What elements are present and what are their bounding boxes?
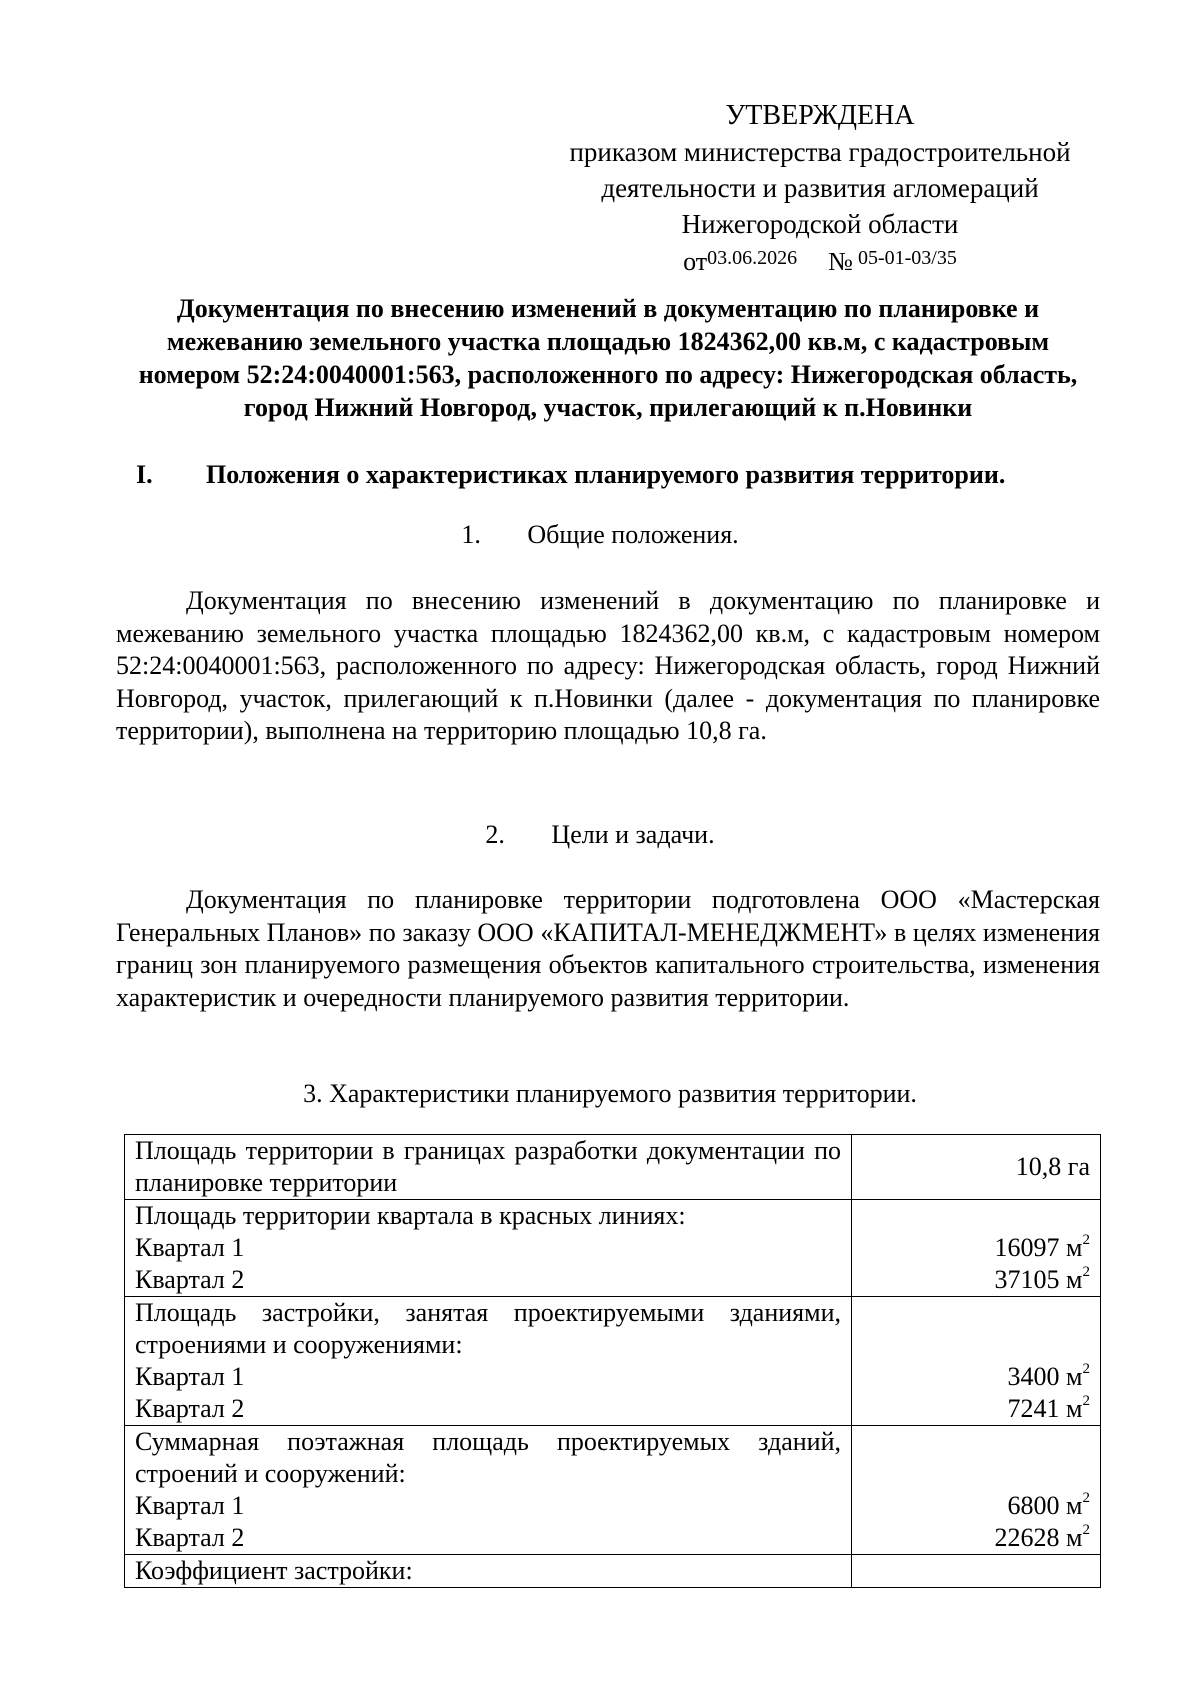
table-row [125,1426,1101,1555]
row-1-value: 10,8 га [852,1135,1101,1200]
subsection-1-paragraph: Документация по внесению изменений в документацию по планировке и межеванию земельного участка площадью 1824362,00 кв.м, с кадастровым номером 52:24:0040001:563, расположенного по адресу: Нижегородская область, город Нижний Новгород, участок, прилегающий к п.Новинки (далее - документация по планировке территории), выполнена на территорию площадью 10,8 га. [116,586,1100,745]
subsection-3-heading: 3. Характеристики планируемого развития территории. [303,1079,917,1108]
subsection-1-heading [100,518,1100,552]
number-label: № [828,247,853,276]
section-number: I. [136,460,153,489]
row-2-label-cell [125,1200,852,1297]
row-2-value-cell [852,1200,1101,1297]
table-row [125,1135,1101,1200]
row-5-value [852,1555,1101,1588]
row-3-quarter-2-label: Квартал 2 [135,1394,245,1423]
row-3-quarter-1-label: Квартал 1 [135,1362,245,1391]
subsection-1-title: Общие положения. [527,520,739,549]
subsection-2-number: 2. [485,820,505,849]
document-title: Документация по внесению изменений в документацию по планировке и межеванию земельного участка площадью 1824362,00 кв.м, с кадастровым номером 52:24:0040001:563, расположенного по адресу: Нижегородская область, город Нижний Новгород, участок, прилегающий к п.Новинки [138,294,1078,422]
subsection-2-title: Цели и задачи. [551,820,715,849]
row-1-label: Площадь территории в границах разработки документации по планировке территории [125,1135,852,1200]
row-3-label-cell [125,1297,852,1426]
row-3-label: Площадь застройки, занятая проектируемыми зданиями, строениями и сооружениями: [135,1298,841,1359]
row-5-label: Коэффициент застройки: [125,1555,852,1588]
approval-date: 03.06.2026 [707,247,798,269]
section-title: Положения о характеристиках планируемого развития территории. [206,460,1006,489]
row-4-quarter-1-value: 6800 $м^2$ [1007,1490,1090,1520]
row-4-quarter-2-label: Квартал 2 [135,1523,245,1552]
row-2-quarter-2-label: Квартал 2 [135,1265,245,1294]
approval-number: 05-01-03/35 [857,247,957,269]
row-4-quarter-2-value: 22628 $м^2$ [994,1522,1090,1552]
subsection-1-number: 1. [461,520,481,549]
approval-title: УТВЕРЖДЕНА [725,100,915,131]
approval-line-2: деятельности и развития агломераций [601,173,1039,203]
table-row [125,1200,1101,1297]
row-3-quarter-2-value: 7241 $м^2$ [1007,1393,1090,1423]
row-4-quarter-1-label: Квартал 1 [135,1491,245,1520]
row-3-value-cell [852,1297,1101,1426]
row-2-label: Площадь территории квартала в красных линиях: [135,1201,686,1230]
subsection-2-heading [100,818,1100,852]
row-4-value-cell [852,1426,1101,1555]
characteristics-table [124,1134,1101,1588]
approval-line-3: Нижегородской области [681,209,959,239]
row-2-quarter-2-value: 37105 $м^2$ [994,1264,1090,1294]
date-label: от [683,247,708,276]
table-row [125,1555,1101,1588]
row-2-quarter-1-label: Квартал 1 [135,1233,245,1262]
row-2-quarter-1-value: 16097 $м^2$ [994,1232,1090,1262]
row-4-label-cell [125,1426,852,1555]
subsection-2-paragraph: Документация по планировке территории подготовлена ООО «Мастерская Генеральных Планов» по заказу ООО «КАПИТАЛ-МЕНЕДЖМЕНТ» в целях изменения границ зон планируемого размещения объектов капитального строительства, изменения характеристик и очередности планируемого развития территории. [116,885,1100,1012]
approval-stamp [540,98,1100,276]
approval-date-line [540,242,1100,276]
row-4-label: Суммарная поэтажная площадь проектируемых зданий, строений и сооружений: [135,1427,841,1488]
table-row [125,1297,1101,1426]
approval-line-1: приказом министерства градостроительной [569,137,1071,167]
section-heading [136,458,1096,492]
row-3-quarter-1-value: 3400 $м^2$ [1007,1361,1090,1391]
